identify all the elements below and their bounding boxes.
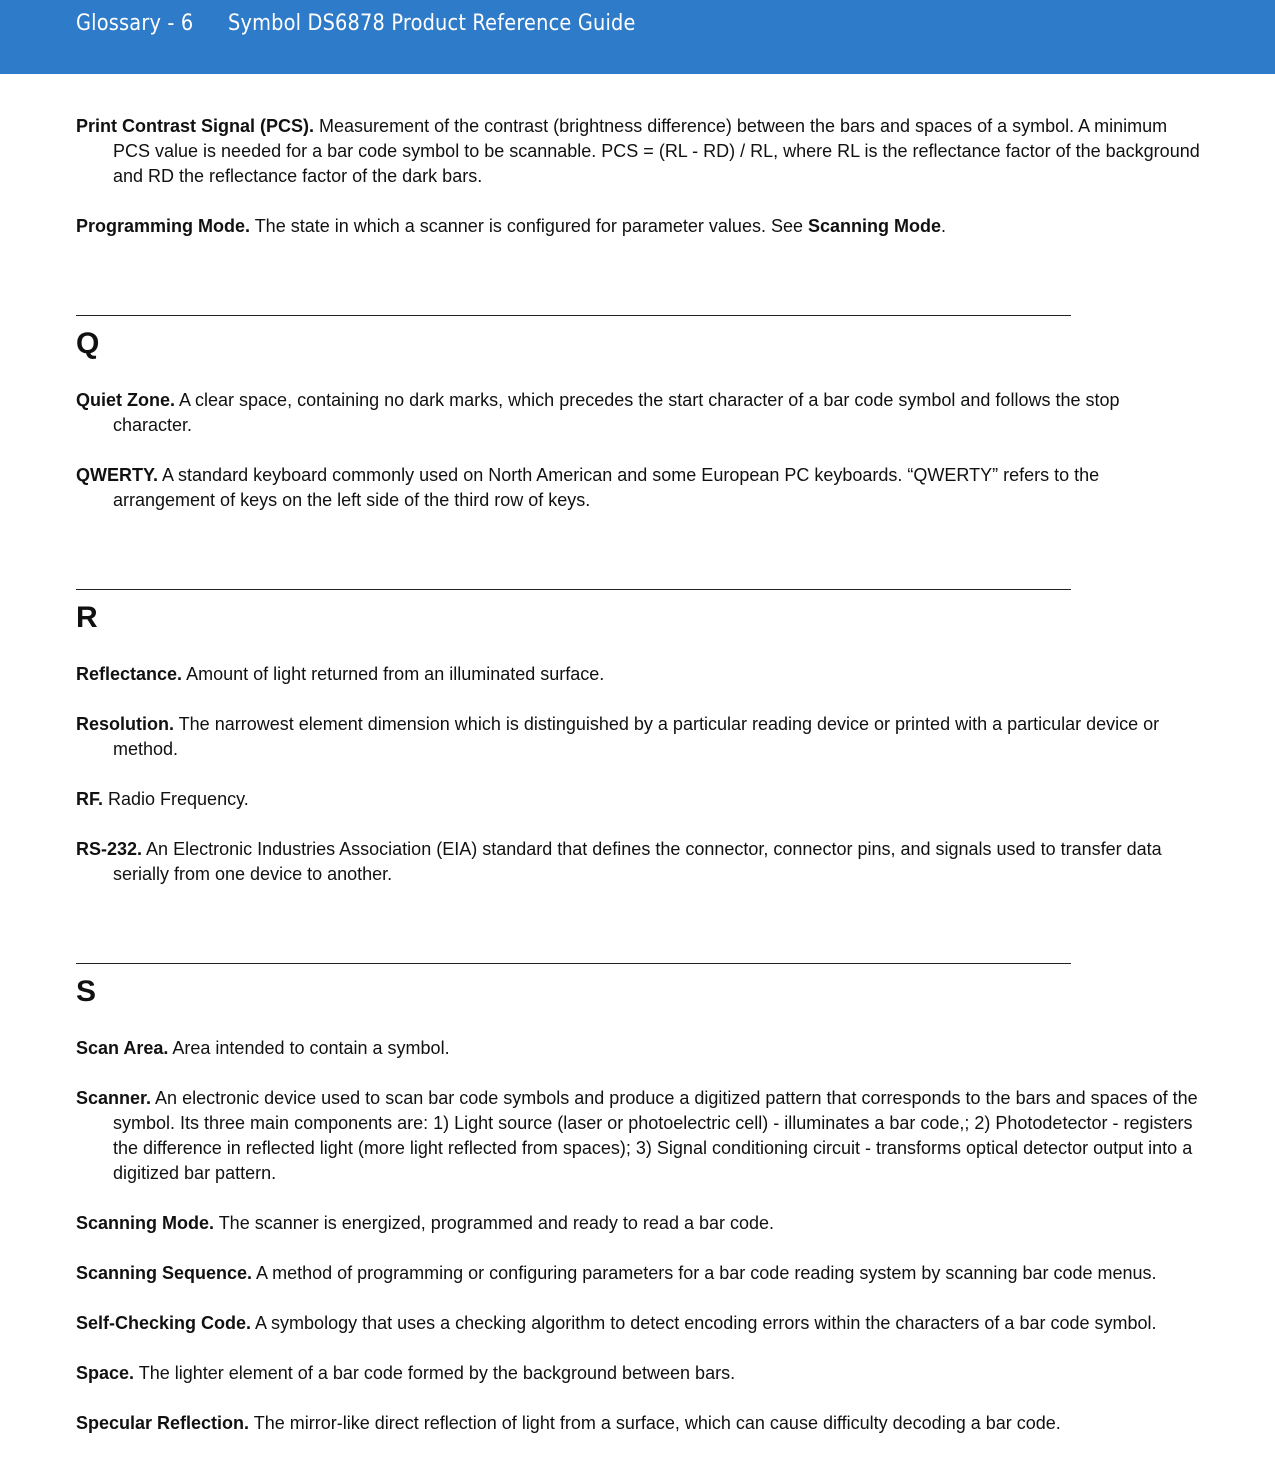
- glossary-entry: [76, 837, 1201, 887]
- glossary-definition: Amount of light returned from an illuminated surface.: [182, 664, 605, 684]
- glossary-definition: Radio Frequency.: [103, 789, 249, 809]
- glossary-content: [76, 114, 1201, 1436]
- glossary-term: Scanner.: [76, 1088, 152, 1108]
- glossary-term: Scanning Sequence.: [76, 1263, 253, 1283]
- glossary-definition: An Electronic Industries Association (EIA) standard that defines the connector, connector pins, and signals used to transfer data serially from one device to another.: [113, 839, 1162, 884]
- glossary-entry: [76, 1411, 1201, 1436]
- glossary-definition: A method of programming or configuring parameters for a bar code reading system by scanning bar code menus.: [252, 1263, 1157, 1283]
- glossary-definition: Area intended to contain a symbol.: [168, 1038, 450, 1058]
- document-title: Symbol DS6878 Product Reference Guide: [228, 11, 636, 36]
- glossary-term: Reflectance.: [76, 664, 183, 684]
- section-divider: [76, 963, 1071, 964]
- glossary-entry: [76, 1361, 1201, 1386]
- glossary-entry: [76, 1311, 1201, 1336]
- section-s: [76, 963, 1201, 1436]
- glossary-definition: The lighter element of a bar code formed by the background between bars.: [134, 1363, 736, 1383]
- glossary-term: Scan Area.: [76, 1038, 169, 1058]
- glossary-term: RF.: [76, 789, 103, 809]
- glossary-term: Print Contrast Signal (PCS).: [76, 116, 315, 136]
- page-header: [0, 0, 1275, 74]
- glossary-term: RS-232.: [76, 839, 143, 859]
- glossary-definition: The state in which a scanner is configured for parameter values. See: [250, 216, 808, 236]
- glossary-definition: The narrowest element dimension which is distinguished by a particular reading device or printed with a particular device or method.: [113, 714, 1160, 759]
- glossary-definition: A symbology that uses a checking algorithm to detect encoding errors within the characters of a bar code symbol.: [251, 1313, 1157, 1333]
- glossary-definition: The scanner is energized, programmed and ready to read a bar code.: [214, 1213, 775, 1233]
- glossary-entry: [76, 1036, 1201, 1061]
- section-q: [76, 315, 1201, 513]
- section-r: [76, 589, 1201, 887]
- glossary-entry: [76, 214, 1201, 239]
- glossary-term: Specular Reflection.: [76, 1413, 250, 1433]
- glossary-entry: [76, 388, 1201, 438]
- glossary-term: Scanning Mode.: [76, 1213, 215, 1233]
- glossary-definition: The mirror-like direct reflection of light from a surface, which can cause difficulty decoding a bar code.: [249, 1413, 1061, 1433]
- glossary-entry: [76, 1086, 1201, 1186]
- glossary-entry: [76, 114, 1201, 189]
- cross-reference: Scanning Mode: [807, 216, 941, 236]
- glossary-definition-end: .: [941, 216, 947, 236]
- glossary-term: Quiet Zone.: [76, 390, 175, 410]
- glossary-definition: A clear space, containing no dark marks, which precedes the start character of a bar code symbol and follows the stop character.: [113, 390, 1120, 435]
- glossary-entry: [76, 712, 1201, 762]
- section-letter: R: [76, 601, 98, 634]
- glossary-entry: [76, 662, 1201, 687]
- glossary-definition: Measurement of the contrast (brightness difference) between the bars and spaces of a symbol. A minimum PCS value is needed for a bar code symbol to be scannable. PCS = (RL - RD) / RL, where RL is the reflectance factor of the background and RD the reflectance factor of the dark bars.: [113, 116, 1200, 186]
- section-divider: [76, 589, 1071, 590]
- glossary-term: QWERTY.: [76, 465, 159, 485]
- section-letter: S: [76, 975, 97, 1008]
- glossary-term: Self-Checking Code.: [76, 1313, 252, 1333]
- glossary-term: Programming Mode.: [76, 216, 251, 236]
- glossary-definition: A standard keyboard commonly used on North American and some European PC keyboards. “QWERTY” refers to the arrangement of keys on the left side of the third row of keys.: [113, 465, 1100, 510]
- section-divider: [76, 315, 1071, 316]
- section-letter: Q: [76, 327, 100, 360]
- glossary-term: Space.: [76, 1363, 135, 1383]
- glossary-term: Resolution.: [76, 714, 174, 734]
- glossary-entry: [76, 1261, 1201, 1286]
- glossary-entry: [76, 787, 1201, 812]
- glossary-definition: An electronic device used to scan bar code symbols and produce a digitized pattern that corresponds to the bars and spaces of the symbol. Its three main components are: 1) Light source (laser or photoelectric cell) - illuminates a bar code,; 2) Photodetector - registers the difference in reflected light (more light reflected from spaces); 3) Signal conditioning circuit - transforms optical detector output into a digitized bar pattern.: [113, 1088, 1198, 1183]
- glossary-entry: [76, 463, 1201, 513]
- page-number-label: Glossary - 6: [76, 11, 194, 36]
- glossary-entry: [76, 1211, 1201, 1236]
